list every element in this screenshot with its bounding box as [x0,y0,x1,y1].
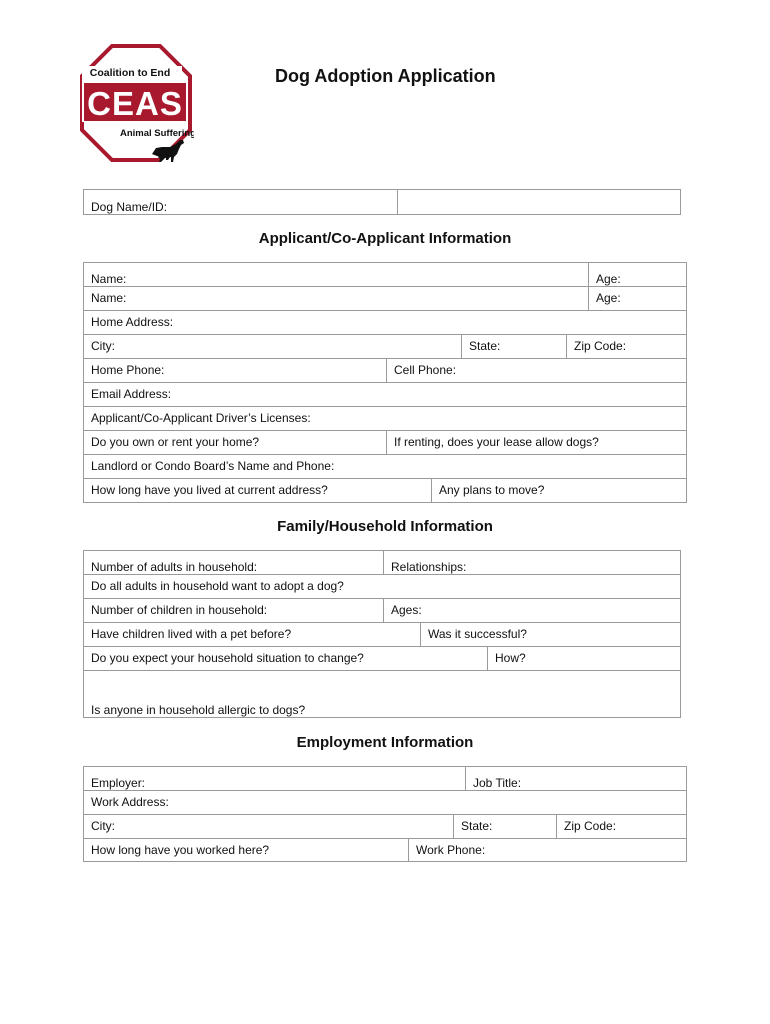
logo-bottom-text: Animal Suffering [119,128,194,139]
own-rent-field[interactable]: Do you own or rent your home? [91,435,260,449]
home-phone-field[interactable]: Home Phone: [91,363,165,377]
cell-phone-field[interactable]: Cell Phone: [386,359,686,382]
allergic-field[interactable]: Is anyone in household allergic to dogs? [91,703,306,717]
work-address-field[interactable]: Work Address: [91,795,169,809]
state-field[interactable]: State: [461,335,566,358]
plans-to-move-field[interactable]: Any plans to move? [431,479,686,502]
landlord-field[interactable]: Landlord or Condo Board’s Name and Phone: [91,459,335,473]
applicant-heading: Applicant/Co-Applicant Information [258,230,512,247]
dog-id-table [83,189,681,215]
applicant-age-field[interactable]: Age: [588,263,686,286]
adults-want-dog-field[interactable]: Do all adults in household want to adopt a dog? [91,579,344,593]
drivers-licenses-field[interactable]: Applicant/Co-Applicant Driver’s Licenses: [91,411,311,425]
ages-field[interactable]: Ages: [383,599,680,622]
employment-heading: Employment Information [296,734,474,751]
time-worked-field[interactable]: How long have you worked here? [91,843,270,857]
household-change-field[interactable]: Do you expect your household situation to change? [91,651,364,665]
job-title-field[interactable]: Job Title: [465,767,686,790]
work-zip-field[interactable]: Zip Code: [556,815,686,838]
children-pet-field[interactable]: Have children lived with a pet before? [91,627,292,641]
num-adults-field[interactable]: Number of adults in household: [91,560,258,574]
zip-code-field[interactable]: Zip Code: [566,335,686,358]
lease-allow-dogs-field[interactable]: If renting, does your lease allow dogs? [386,431,686,454]
family-table [83,550,681,718]
applicant-name-field[interactable]: Name: [91,272,127,286]
how-field[interactable]: How? [487,647,680,670]
applicant-table [83,262,687,503]
co-applicant-name-field[interactable]: Name: [91,291,127,305]
city-field[interactable]: City: [91,339,115,353]
employer-field[interactable]: Employer: [91,776,146,790]
page-title: Dog Adoption Application [275,66,496,86]
was-successful-field[interactable]: Was it successful? [420,623,680,646]
email-field[interactable]: Email Address: [91,387,172,401]
employment-table [83,766,687,862]
num-children-field[interactable]: Number of children in household: [91,603,268,617]
family-heading: Family/Household Information [277,518,493,535]
co-applicant-age-field[interactable]: Age: [588,287,686,310]
dog-name-id-field[interactable] [397,190,680,214]
ceas-logo [78,44,194,164]
logo-top-text: Coalition to End [89,67,171,79]
relationships-field[interactable]: Relationships: [383,551,680,574]
ceas-logo-graphic [78,44,194,164]
work-city-field[interactable]: City: [91,819,115,833]
work-state-field[interactable]: State: [453,815,556,838]
logo-main-text: CEAS [87,85,183,122]
time-at-address-field[interactable]: How long have you lived at current address? [91,483,328,497]
dog-name-id-label: Dog Name/ID: [91,200,168,214]
work-phone-field[interactable]: Work Phone: [408,839,686,862]
home-address-field[interactable]: Home Address: [91,315,174,329]
